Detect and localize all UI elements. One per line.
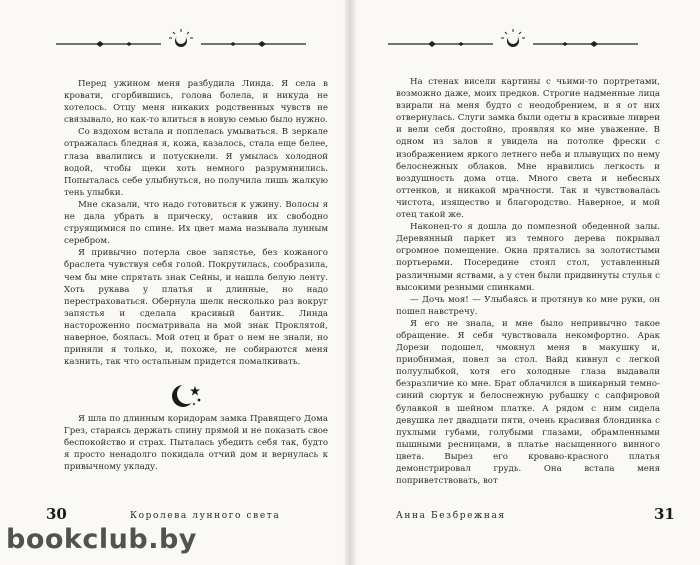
page-number-right: 31	[654, 505, 675, 523]
crescent-moon-icon	[167, 380, 207, 412]
watermark-logo: bookclub.by	[6, 524, 197, 555]
book-gutter	[343, 0, 357, 565]
left-page-text-bottom	[64, 413, 328, 473]
dialog-paragraph: — Дочь моя! — Улыбаясь и протянув ко мне руки, он пошел навстречу.	[396, 294, 660, 317]
paragraph: Я его не знала, и мне было непривычно такое обращение. Я себя чувствовала некомфортно. Арак Дорези подошел, чмокнул меня в макушку и, приобнимая, повел за стол. Вайд кивнул с легкой полуулыбкой, хотя его холодные глаза выдавали безразличие ко мне. Брат облачился в шикарный темно-синий сюртук и белоснежную рубашку с сапфировой булавкой в шейном платке. А рядом с ним сидела девушка лет двадцати пяти, очень красивая блондинка с пухлыми губами, голубыми глазами, обрамленными пышными ресницами, в платье насыщенного винного цвета. Вырез его кроваво-красного платья демонстрировал грудь. Она встала меня поприветствовать, вот	[396, 318, 660, 487]
running-title: Королева лунного света	[130, 511, 281, 521]
header-ornament-left	[56, 28, 306, 52]
running-author: Анна Безбрежная	[396, 511, 506, 521]
paragraph: На стенах висели картины с чьими-то портретами, возможно даже, моих предков. Строгие надменные лица взирали на меня будто с неодобрением, и я от них отвернулась. Слуги замка были одеты в красивые ливреи и вели себя достойно, проявляя ко мне уважение. В одном из залов я увидела на потолке фрески с изображением яркого летнего неба и плывущих по нему белоснежных облаков. Мне нравились легкость и воздушность дома отца. Много света и небесных оттенков, и никакой мрачности. Так и чувствовалась чистота, изящество и благородство. Наверное, и мой отец такой же.	[396, 77, 660, 221]
page-number-left: 30	[46, 505, 67, 523]
left-page-text-top	[64, 78, 328, 368]
paragraph: Я шла по длинным коридорам замка Правящего Дома Грез, стараясь держать спину прямой и не показать свое беспокойство и страх. Пыталась убедить себя так, будто я просто ненадолго покидала отчий дом и вернулась к привычному укладу.	[64, 414, 328, 473]
paragraph: Наконец-то я дошла до помпезной обеденной залы. Деревянный паркет из темного дерева покрывал огромное помещение. Окна прятались за золотистыми портьерами. Посередине стоял стол, уставленный различными яствами, а у стен были придвинуты стулья с высокими резными спинками.	[396, 222, 660, 293]
paragraph: Со вздохом встала и поплелась умываться. В зеркале отражалась бледная я, кожа, казалось, стала еще белее, глаза ввалились и потускнели. Я умылась холодной водой, чтобы щеки хоть немного разрумянились. Попыталась себе улыбнуться, но получила лишь жалкую тень улыбки.	[64, 127, 328, 198]
paragraph: Перед ужином меня разбудила Линда. Я села в кровати, сгорбившись, голова болела, и никуда не хотелось. Отцу меня никаких родственных чувств не связывало, но как-то влиться в новую семью было нужно.	[64, 79, 328, 126]
paragraph: Мне сказали, что надо готовиться к ужину. Волосы я не дала убрать в прическу, оставив их свободно струящимися по спине. Их цвет мама называла лунным серебром.	[64, 199, 328, 247]
right-page-text	[396, 76, 660, 487]
paragraph: Я привычно потерла свое запястье, без кожаного браслета чувствуя себя голой. Покрутилась, сообразила, чем бы мне спрятать знак Сейны, и нашла белую ленту. Хоть рукава у платья и длинные, но надо перестраховаться. Обернула шелк несколько раз вокруг запястья и сделала красивый бантик. Линда настороженно посматривала на мой знак Проклятой, наверное, боялась. Мой отец и брат о нем не знали, но приняли я только, и, похоже, не собираются меня казнить, так что остальным придется помалкивать.	[64, 248, 328, 368]
header-ornament-right	[388, 28, 638, 52]
